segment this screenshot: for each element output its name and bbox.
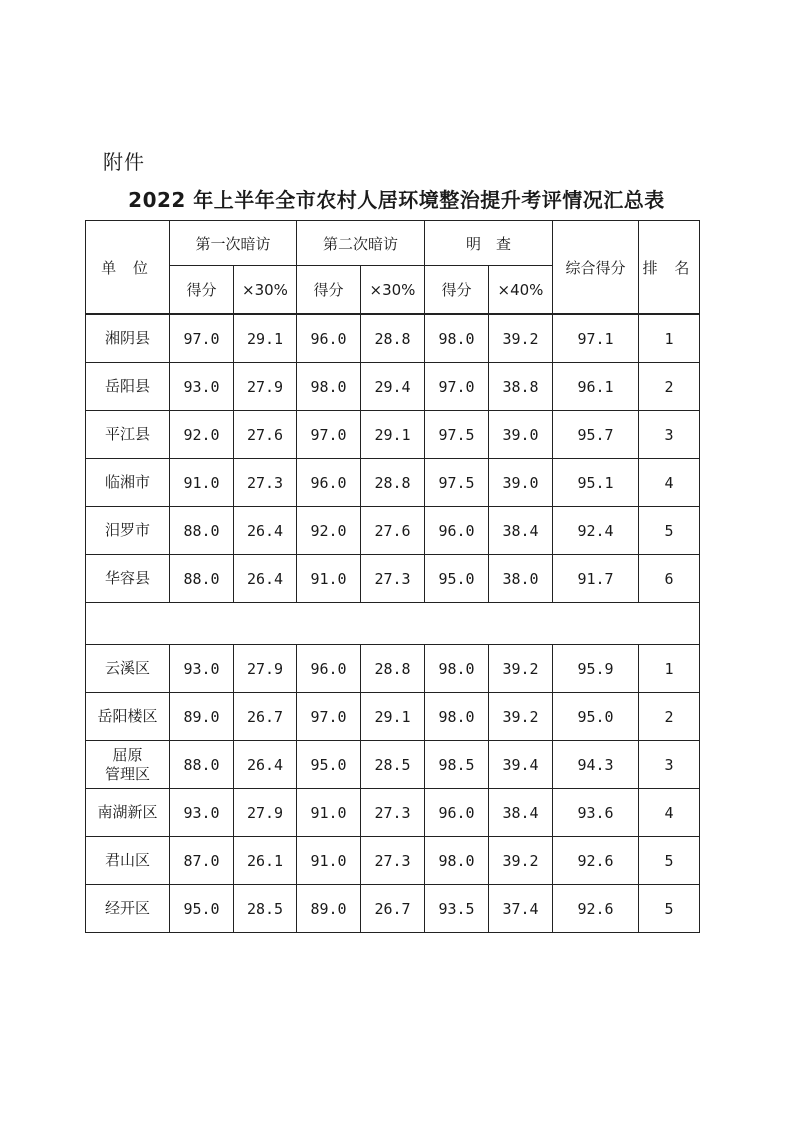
- unit-name: [86, 789, 170, 837]
- unit-name: [86, 693, 170, 741]
- group-separator: [86, 603, 700, 645]
- cell-total: 95.0: [553, 693, 639, 741]
- open-check-header: 明 查: [425, 221, 553, 266]
- attachment-label: 附件: [103, 150, 145, 174]
- unit-name-text: 岳阳楼区: [97, 707, 158, 725]
- visit1-header: 第一次暗访: [170, 221, 297, 266]
- table-row: [86, 837, 700, 885]
- cell-v2: 91.0: [297, 555, 361, 603]
- cell-rank: 1: [639, 314, 700, 363]
- total-header: 综合得分: [553, 221, 639, 315]
- table-row: [86, 645, 700, 693]
- table-row: [86, 507, 700, 555]
- unit-name-text: 平江县: [104, 425, 150, 443]
- cell-v1: 93.0: [170, 363, 234, 411]
- cell-total: 92.6: [553, 885, 639, 933]
- unit-name-text: 屈原: [112, 745, 143, 764]
- cell-v2w: 29.4: [361, 363, 425, 411]
- open-check-score-header: 得分: [425, 266, 489, 315]
- cell-rank: 5: [639, 507, 700, 555]
- cell-ocw: 39.2: [489, 837, 553, 885]
- cell-v1w: 27.9: [234, 363, 297, 411]
- table-row: [86, 555, 700, 603]
- header-row-1: [86, 221, 700, 266]
- unit-name-text: 云溪区: [104, 659, 150, 677]
- unit-name: [86, 645, 170, 693]
- unit-name: [86, 411, 170, 459]
- unit-name-text: 岳阳县: [104, 377, 150, 395]
- cell-rank: 4: [639, 459, 700, 507]
- group-separator-row: [86, 603, 700, 645]
- cell-v2: 98.0: [297, 363, 361, 411]
- cell-ocw: 38.0: [489, 555, 553, 603]
- cell-v2: 89.0: [297, 885, 361, 933]
- cell-v2w: 28.8: [361, 645, 425, 693]
- unit-header: 单 位: [86, 221, 170, 315]
- cell-v2: 96.0: [297, 459, 361, 507]
- cell-v1: 88.0: [170, 507, 234, 555]
- cell-ocw: 39.0: [489, 459, 553, 507]
- cell-v1w: 27.9: [234, 789, 297, 837]
- unit-name-text: 君山区: [104, 851, 150, 869]
- cell-rank: 1: [639, 645, 700, 693]
- unit-name-text: 湘阴县: [104, 329, 150, 347]
- cell-oc: 96.0: [425, 789, 489, 837]
- district-rows: [86, 645, 700, 933]
- cell-v2w: 29.1: [361, 411, 425, 459]
- cell-v1w: 26.4: [234, 507, 297, 555]
- cell-v1: 88.0: [170, 741, 234, 789]
- cell-v2w: 27.3: [361, 789, 425, 837]
- cell-v1: 92.0: [170, 411, 234, 459]
- cell-v1: 88.0: [170, 555, 234, 603]
- cell-oc: 93.5: [425, 885, 489, 933]
- cell-rank: 5: [639, 885, 700, 933]
- cell-v2: 96.0: [297, 314, 361, 363]
- cell-total: 95.1: [553, 459, 639, 507]
- cell-oc: 98.0: [425, 837, 489, 885]
- cell-total: 92.4: [553, 507, 639, 555]
- cell-oc: 97.5: [425, 411, 489, 459]
- unit-name-text: 经开区: [104, 899, 150, 917]
- cell-ocw: 39.0: [489, 411, 553, 459]
- cell-v1: 93.0: [170, 789, 234, 837]
- unit-name: [86, 363, 170, 411]
- cell-ocw: 39.2: [489, 314, 553, 363]
- cell-rank: 3: [639, 411, 700, 459]
- cell-oc: 97.5: [425, 459, 489, 507]
- cell-v2w: 27.3: [361, 837, 425, 885]
- cell-ocw: 38.4: [489, 507, 553, 555]
- cell-v2w: 29.1: [361, 693, 425, 741]
- cell-v1w: 28.5: [234, 885, 297, 933]
- cell-ocw: 38.4: [489, 789, 553, 837]
- cell-v1: 89.0: [170, 693, 234, 741]
- cell-rank: 2: [639, 693, 700, 741]
- county-rows: [86, 314, 700, 603]
- cell-v2: 97.0: [297, 411, 361, 459]
- open-check-weight-header: ×40%: [489, 266, 553, 315]
- cell-rank: 2: [639, 363, 700, 411]
- table-row: [86, 789, 700, 837]
- cell-total: 95.9: [553, 645, 639, 693]
- cell-v1w: 27.9: [234, 645, 297, 693]
- visit1-weight-header: ×30%: [234, 266, 297, 315]
- cell-v2: 91.0: [297, 837, 361, 885]
- cell-v2: 92.0: [297, 507, 361, 555]
- cell-oc: 97.0: [425, 363, 489, 411]
- rank-header: 排 名: [639, 221, 700, 315]
- summary-table: [85, 220, 700, 933]
- cell-v1: 93.0: [170, 645, 234, 693]
- cell-rank: 5: [639, 837, 700, 885]
- unit-name: [86, 555, 170, 603]
- visit2-header: 第二次暗访: [297, 221, 425, 266]
- cell-total: 91.7: [553, 555, 639, 603]
- cell-ocw: 39.4: [489, 741, 553, 789]
- cell-v1: 91.0: [170, 459, 234, 507]
- unit-name: [86, 837, 170, 885]
- cell-rank: 3: [639, 741, 700, 789]
- cell-oc: 95.0: [425, 555, 489, 603]
- unit-name: [86, 507, 170, 555]
- table-row: [86, 363, 700, 411]
- cell-ocw: 39.2: [489, 645, 553, 693]
- cell-oc: 98.5: [425, 741, 489, 789]
- cell-v2: 95.0: [297, 741, 361, 789]
- unit-name-text: 汨罗市: [104, 521, 150, 539]
- visit2-weight-header: ×30%: [361, 266, 425, 315]
- cell-v2: 91.0: [297, 789, 361, 837]
- unit-name: [86, 459, 170, 507]
- cell-v1w: 26.4: [234, 741, 297, 789]
- cell-v1w: 26.7: [234, 693, 297, 741]
- cell-v1: 95.0: [170, 885, 234, 933]
- table-row: [86, 741, 700, 789]
- cell-v1w: 26.4: [234, 555, 297, 603]
- cell-v1w: 27.3: [234, 459, 297, 507]
- cell-oc: 96.0: [425, 507, 489, 555]
- cell-total: 92.6: [553, 837, 639, 885]
- cell-v2: 97.0: [297, 693, 361, 741]
- cell-ocw: 39.2: [489, 693, 553, 741]
- cell-v1w: 29.1: [234, 314, 297, 363]
- cell-total: 94.3: [553, 741, 639, 789]
- cell-v1w: 26.1: [234, 837, 297, 885]
- unit-name-text: 临湘市: [104, 473, 150, 491]
- unit-name-text-line2: 管理区: [104, 764, 150, 783]
- cell-oc: 98.0: [425, 693, 489, 741]
- cell-total: 97.1: [553, 314, 639, 363]
- visit1-score-header: 得分: [170, 266, 234, 315]
- cell-v2w: 26.7: [361, 885, 425, 933]
- table-row: [86, 314, 700, 363]
- cell-ocw: 37.4: [489, 885, 553, 933]
- cell-rank: 4: [639, 789, 700, 837]
- cell-rank: 6: [639, 555, 700, 603]
- cell-v1: 87.0: [170, 837, 234, 885]
- cell-v2w: 28.8: [361, 459, 425, 507]
- cell-total: 96.1: [553, 363, 639, 411]
- cell-v2w: 28.8: [361, 314, 425, 363]
- unit-name: [86, 741, 170, 789]
- cell-total: 95.7: [553, 411, 639, 459]
- visit2-score-header: 得分: [297, 266, 361, 315]
- table-row: [86, 693, 700, 741]
- cell-oc: 98.0: [425, 645, 489, 693]
- unit-name: [86, 314, 170, 363]
- table-row: [86, 411, 700, 459]
- cell-v1: 97.0: [170, 314, 234, 363]
- unit-name: [86, 885, 170, 933]
- table-row: [86, 885, 700, 933]
- cell-ocw: 38.8: [489, 363, 553, 411]
- cell-v2w: 28.5: [361, 741, 425, 789]
- cell-v2: 96.0: [297, 645, 361, 693]
- cell-oc: 98.0: [425, 314, 489, 363]
- cell-v1w: 27.6: [234, 411, 297, 459]
- table-row: [86, 459, 700, 507]
- unit-name-text: 南湖新区: [97, 803, 158, 821]
- cell-v2w: 27.3: [361, 555, 425, 603]
- cell-total: 93.6: [553, 789, 639, 837]
- unit-name-text: 华容县: [104, 569, 150, 587]
- cell-v2w: 27.6: [361, 507, 425, 555]
- page-title: 2022 年上半年全市农村人居环境整治提升考评情况汇总表: [128, 188, 665, 212]
